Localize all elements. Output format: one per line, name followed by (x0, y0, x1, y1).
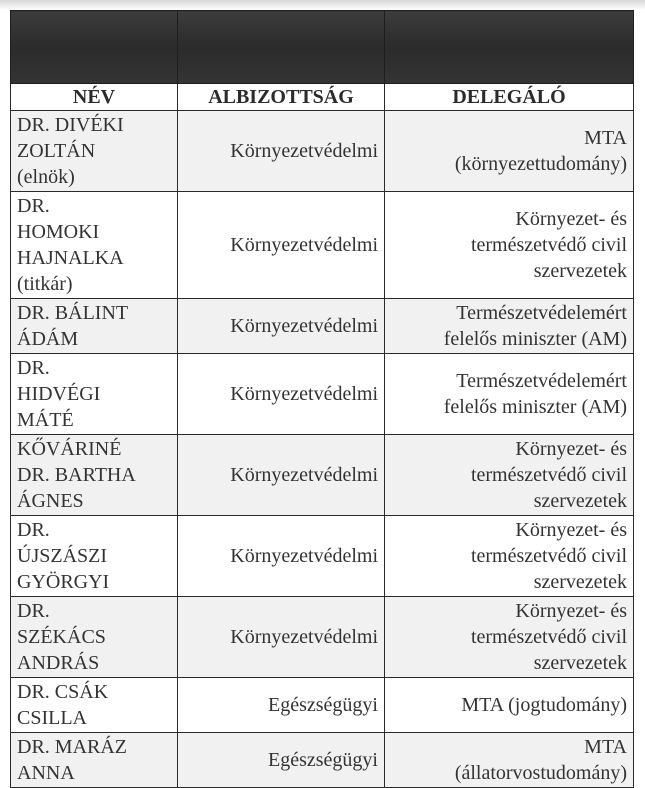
member-name-cell (11, 111, 178, 192)
subcommittee-cell: Környezetvédelmi (178, 435, 385, 516)
dark-cell (385, 11, 634, 84)
member-name-line: DR. BARTHA (17, 464, 136, 486)
member-name-line: DR. (17, 195, 50, 217)
delegator-line: természetvédő civil (470, 626, 627, 648)
subcommittee-cell: Környezetvédelmi (178, 597, 385, 678)
delegator-line: szervezetek (533, 260, 627, 282)
member-name-line: (elnök) (17, 166, 75, 188)
table-row (11, 299, 634, 354)
member-name-line: MÁTÉ (17, 409, 74, 431)
delegator-line: Természetvédelemért (456, 302, 627, 324)
member-name-line: DR. (17, 519, 50, 541)
delegator-line: szervezetek (533, 571, 627, 593)
table-row (11, 516, 634, 597)
member-name-line: DR. DIVÉKI (17, 114, 124, 136)
delegator-line: Környezet- és (515, 600, 627, 622)
delegator-line: MTA (jogtudomány) (461, 694, 627, 716)
delegator-line: felelős miniszter (AM) (443, 396, 627, 418)
member-name-line: ZOLTÁN (17, 140, 96, 162)
subcommittee-cell: Környezetvédelmi (178, 111, 385, 192)
delegator-cell (385, 733, 634, 788)
subcommittee-cell: Egészségügyi (178, 678, 385, 733)
subcommittee-cell: Környezetvédelmi (178, 516, 385, 597)
table-row (11, 354, 634, 435)
column-header-delegator: DELEGÁLÓ (385, 84, 634, 111)
table-header-row (11, 84, 634, 111)
member-name-line: DR. CSÁK (17, 681, 109, 703)
member-name-line: DR. (17, 357, 50, 379)
member-name-cell (11, 678, 178, 733)
dark-cell (11, 11, 178, 84)
delegator-line: szervezetek (533, 490, 627, 512)
member-name-line: ANNA (17, 762, 75, 784)
top-shadow (0, 0, 645, 10)
member-name-cell (11, 516, 178, 597)
member-name-line: ÚJSZÁSZI (17, 545, 108, 567)
delegator-line: természetvédő civil (470, 545, 627, 567)
delegator-cell (385, 678, 634, 733)
member-name-cell (11, 192, 178, 299)
member-name-cell (11, 597, 178, 678)
table-row (11, 192, 634, 299)
delegator-line: Természetvédelemért (456, 370, 627, 392)
delegator-cell (385, 354, 634, 435)
subcommittee-cell: Környezetvédelmi (178, 299, 385, 354)
table-row (11, 597, 634, 678)
delegator-line: Környezet- és (515, 208, 627, 230)
delegator-line: (környezettudomány) (454, 153, 627, 175)
delegator-cell (385, 516, 634, 597)
dark-cell (178, 11, 385, 84)
member-name-line: DR. MARÁZ (17, 736, 128, 758)
delegator-cell (385, 111, 634, 192)
delegator-line: Környezet- és (515, 438, 627, 460)
member-name-line: DR. (17, 600, 50, 622)
member-name-line: HAJNALKA (17, 247, 124, 269)
member-name-line: DR. BÁLINT (17, 302, 129, 324)
member-name-line: GYÖRGYI (17, 571, 110, 593)
table-body (11, 111, 634, 788)
column-header-name: NÉV (11, 84, 178, 111)
table-row (11, 733, 634, 788)
member-name-cell (11, 435, 178, 516)
table-row (11, 111, 634, 192)
delegator-line: MTA (584, 736, 627, 758)
table-row (11, 678, 634, 733)
delegator-line: (állatorvostudomány) (454, 762, 627, 784)
delegator-cell (385, 299, 634, 354)
member-name-cell (11, 733, 178, 788)
delegator-line: szervezetek (533, 652, 627, 674)
member-name-cell (11, 354, 178, 435)
member-name-line: HIDVÉGI (17, 383, 101, 405)
delegator-cell (385, 597, 634, 678)
member-name-line: ÁGNES (17, 490, 84, 512)
table-row (11, 435, 634, 516)
delegator-line: természetvédő civil (470, 234, 627, 256)
column-header-subcommittee: ALBIZOTTSÁG (178, 84, 385, 111)
delegator-line: felelős miniszter (AM) (443, 328, 627, 350)
delegator-line: MTA (584, 127, 627, 149)
delegator-cell (385, 435, 634, 516)
member-name-line: ANDRÁS (17, 652, 100, 674)
member-name-line: HOMOKI (17, 221, 100, 243)
subcommittee-cell: Környezetvédelmi (178, 354, 385, 435)
delegator-line: természetvédő civil (470, 464, 627, 486)
member-name-line: SZÉKÁCS (17, 626, 106, 648)
table-dark-header-band (11, 11, 634, 84)
subcommittee-cell: Környezetvédelmi (178, 192, 385, 299)
subcommittee-cell: Egészségügyi (178, 733, 385, 788)
delegator-line: Környezet- és (515, 519, 627, 541)
delegator-cell (385, 192, 634, 299)
member-name-line: ÁDÁM (17, 328, 79, 350)
member-name-line: (titkár) (17, 273, 73, 295)
member-name-cell (11, 299, 178, 354)
committee-table (10, 10, 634, 788)
member-name-line: KŐVÁRINÉ (17, 438, 122, 460)
member-name-line: CSILLA (17, 707, 87, 729)
